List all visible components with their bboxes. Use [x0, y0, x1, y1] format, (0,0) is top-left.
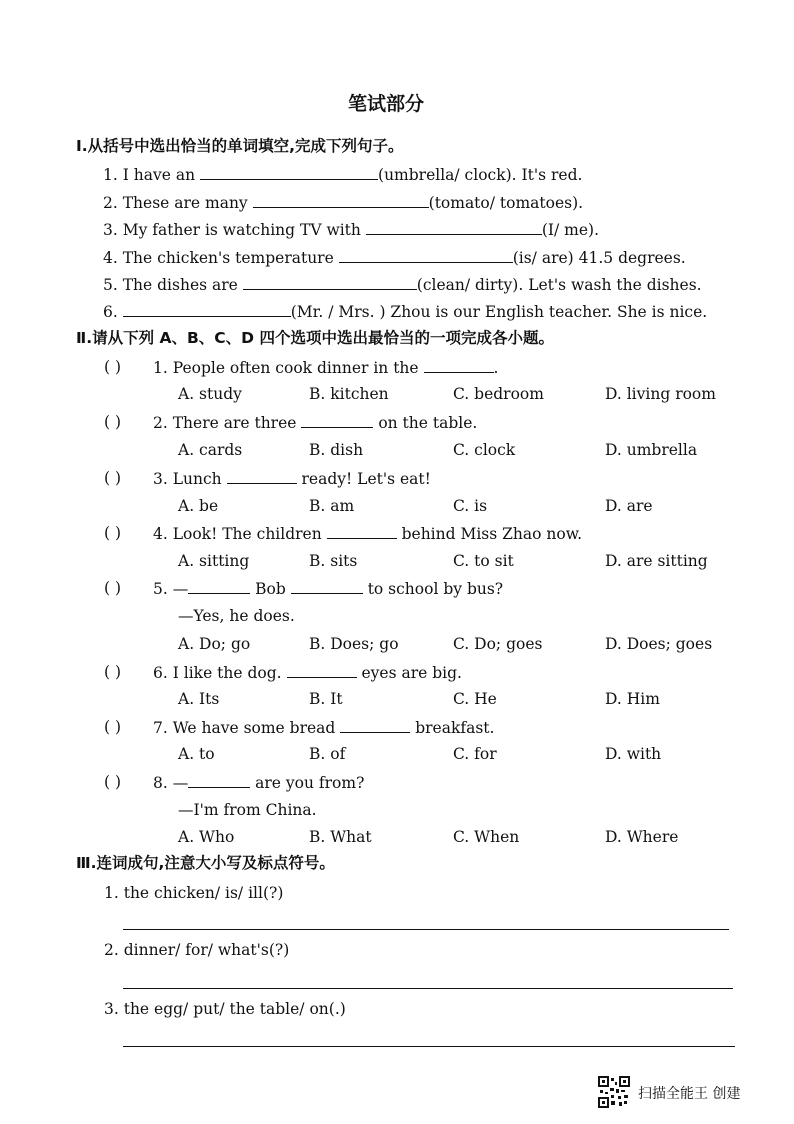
q2-stem-b: on the table. [378, 414, 478, 432]
q3-stem-a: 3. Lunch [153, 470, 222, 488]
q2-option-d: D. umbrella [605, 441, 698, 459]
s1-item-1-post: (umbrella/ clock). It's red. [378, 166, 583, 184]
s1-blank-5[interactable] [243, 274, 417, 290]
s1-item-4-pre: 4. The chicken's temperature [103, 249, 334, 267]
q5-option-c: C. Do; goes [453, 635, 543, 653]
q8-answer-paren[interactable]: ( ) [104, 773, 122, 791]
s1-item-6 [103, 301, 707, 322]
q6-option-a: A. Its [178, 690, 220, 708]
q1-blank [424, 357, 494, 373]
q1-stem-a: 1. People often cook dinner in the [153, 359, 419, 377]
q1-option-c: C. bedroom [453, 385, 544, 403]
q1-option-a: A. study [178, 385, 242, 403]
q7-stem-a: 7. We have some bread [153, 719, 336, 737]
q8-blank [188, 772, 250, 788]
q8-stem-a: 8. — [153, 774, 189, 792]
s1-blank-1[interactable] [200, 164, 378, 180]
q7-blank [340, 717, 410, 733]
q8-stem-b: are you from? [255, 774, 365, 792]
q4-option-c: C. to sit [453, 552, 514, 570]
q8-option-b: B. What [309, 828, 372, 846]
q3-blank [227, 468, 297, 484]
q1-stem-b: . [493, 359, 499, 377]
s3-answer-line-2[interactable] [123, 988, 733, 989]
q4-option-d: D. are sitting [605, 552, 708, 570]
q5-answer-paren[interactable]: ( ) [104, 579, 122, 597]
q6-answer-paren[interactable]: ( ) [104, 663, 122, 681]
q2-answer-paren[interactable]: ( ) [104, 413, 122, 431]
q3-option-c: C. is [453, 497, 488, 515]
q2-stem-a: 2. There are three [153, 414, 297, 432]
q4-stem-a: 4. Look! The children [153, 525, 322, 543]
q5-blank-1 [188, 578, 250, 594]
q8-option-c: C. When [453, 828, 520, 846]
q7-answer-paren[interactable]: ( ) [104, 718, 122, 736]
q3-option-d: D. are [605, 497, 653, 515]
q5-stem-c: to school by bus? [367, 580, 504, 598]
q8-reply: —I'm from China. [178, 801, 317, 819]
q2-blank [301, 412, 373, 428]
q4-stem-b: behind Miss Zhao now. [401, 525, 583, 543]
s1-item-6-pre: 6. [103, 303, 118, 321]
q5-stem-b: Bob [255, 580, 286, 598]
q5-stem-a: 5. — [153, 580, 189, 598]
page-title: 笔试部分 [348, 93, 425, 115]
q6-option-d: D. Him [605, 690, 660, 708]
q5-blank-2 [291, 578, 363, 594]
q7-option-a: A. to [178, 745, 215, 763]
q7-option-d: D. with [605, 745, 662, 763]
q7-stem [153, 717, 494, 738]
q7-stem-b: breakfast. [415, 719, 495, 737]
s3-item-1: 1. the chicken/ is/ ill(?) [104, 884, 284, 902]
s1-item-4 [103, 247, 686, 268]
q1-stem [153, 357, 498, 378]
s3-answer-line-3[interactable] [123, 1046, 735, 1047]
q6-stem [153, 662, 462, 683]
qr-code-icon [598, 1076, 630, 1108]
q2-stem [153, 412, 477, 433]
q5-option-b: B. Does; go [309, 635, 399, 653]
s1-item-4-post: (is/ are) 41.5 degrees. [512, 249, 686, 267]
q5-reply: —Yes, he does. [178, 607, 295, 625]
q2-option-b: B. dish [309, 441, 364, 459]
q3-stem-b: ready! Let's eat! [301, 470, 431, 488]
q6-option-c: C. He [453, 690, 497, 708]
s1-item-5-pre: 5. The dishes are [103, 276, 238, 294]
q3-option-b: B. am [309, 497, 355, 515]
s1-item-2-pre: 2. These are many [103, 194, 248, 212]
s1-item-3-pre: 3. My father is watching TV with [103, 221, 361, 239]
q8-option-a: A. Who [178, 828, 235, 846]
q2-option-a: A. cards [178, 441, 243, 459]
s3-item-3: 3. the egg/ put/ the table/ on(.) [104, 1000, 346, 1018]
q4-stem [153, 523, 582, 544]
q6-stem-b: eyes are big. [361, 664, 462, 682]
s1-item-2 [103, 192, 583, 213]
q8-option-d: D. Where [605, 828, 679, 846]
q1-option-d: D. living room [605, 385, 716, 403]
s1-blank-2[interactable] [253, 192, 429, 208]
q3-stem [153, 468, 431, 489]
q2-option-c: C. clock [453, 441, 516, 459]
q6-stem-a: 6. I like the dog. [153, 664, 282, 682]
q8-stem [153, 772, 364, 793]
s1-item-1-pre: 1. I have an [103, 166, 196, 184]
s1-item-6-post: (Mr. / Mrs. ) Zhou is our English teacher. She is nice. [290, 303, 708, 321]
s1-item-3 [103, 219, 599, 240]
q4-blank [327, 523, 397, 539]
s1-blank-4[interactable] [339, 247, 513, 263]
q3-answer-paren[interactable]: ( ) [104, 469, 122, 487]
s1-item-5 [103, 274, 702, 295]
scanner-watermark: 扫描全能王 创建 [638, 1086, 741, 1102]
section-3-heading: Ⅲ.连词成句,注意大小写及标点符号。 [76, 854, 335, 872]
section-1-heading: Ⅰ.从括号中选出恰当的单词填空,完成下列句子。 [76, 137, 404, 155]
q4-option-b: B. sits [309, 552, 358, 570]
q1-option-b: B. kitchen [309, 385, 389, 403]
section-2-heading: Ⅱ.请从下列 A、B、C、D 四个选项中选出最恰当的一项完成各小题。 [76, 329, 554, 347]
q5-stem [153, 578, 503, 599]
q6-option-b: B. It [309, 690, 343, 708]
q4-option-a: A. sitting [178, 552, 250, 570]
q4-answer-paren[interactable]: ( ) [104, 524, 122, 542]
s1-item-1 [103, 164, 582, 185]
q7-option-c: C. for [453, 745, 497, 763]
q1-answer-paren[interactable]: ( ) [104, 358, 122, 376]
s1-blank-6[interactable] [123, 301, 291, 317]
q6-blank [287, 662, 357, 678]
s1-item-5-post: (clean/ dirty). Let's wash the dishes. [416, 276, 702, 294]
s1-blank-3[interactable] [366, 219, 542, 235]
s3-answer-line-1[interactable] [123, 929, 729, 930]
s3-item-2: 2. dinner/ for/ what's(?) [104, 941, 290, 959]
q3-option-a: A. be [178, 497, 219, 515]
q5-option-a: A. Do; go [178, 635, 251, 653]
q5-option-d: D. Does; goes [605, 635, 713, 653]
q7-option-b: B. of [309, 745, 346, 763]
s1-item-2-post: (tomato/ tomatoes). [428, 194, 584, 212]
s1-item-3-post: (I/ me). [541, 221, 600, 239]
